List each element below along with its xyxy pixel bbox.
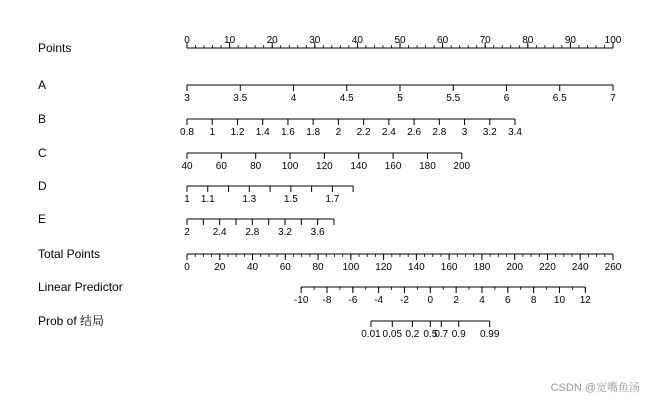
tick-label: 2.2 bbox=[356, 127, 371, 138]
row-label: C bbox=[38, 146, 47, 160]
tick-label: 0.7 bbox=[434, 329, 449, 340]
tick-label: -4 bbox=[374, 295, 384, 306]
row-label: B bbox=[38, 112, 47, 126]
tick-label: 120 bbox=[375, 262, 392, 273]
tick-label: 2.8 bbox=[432, 127, 447, 138]
row-label: E bbox=[38, 212, 47, 226]
tick-label: 40 bbox=[181, 161, 193, 172]
tick-label: 100 bbox=[342, 262, 360, 273]
tick-label: 1 bbox=[209, 127, 216, 138]
tick-label: 3.6 bbox=[310, 227, 325, 238]
tick-label: -2 bbox=[400, 295, 409, 306]
row-points bbox=[38, 35, 622, 55]
tick-label: 160 bbox=[440, 262, 458, 273]
tick-label: 50 bbox=[394, 35, 406, 46]
tick-label: 0.01 bbox=[361, 329, 381, 340]
row-label: D bbox=[38, 179, 47, 193]
tick-label: 1 bbox=[184, 194, 190, 205]
tick-label: 80 bbox=[250, 161, 262, 172]
tick-label: 40 bbox=[351, 35, 363, 46]
tick-label: 3.5 bbox=[233, 93, 248, 104]
tick-label: 80 bbox=[522, 35, 534, 46]
tick-label: 40 bbox=[246, 262, 259, 273]
row-d bbox=[38, 179, 353, 205]
row-prob-of bbox=[38, 313, 500, 340]
row-label: Prob of 结局 bbox=[38, 314, 105, 328]
tick-label: -10 bbox=[293, 295, 309, 306]
tick-label: 60 bbox=[279, 262, 291, 273]
tick-label: 140 bbox=[350, 161, 368, 172]
nomogram-rows bbox=[38, 35, 622, 340]
tick-label: 12 bbox=[579, 295, 591, 306]
tick-label: 20 bbox=[266, 35, 278, 46]
tick-label: 10 bbox=[224, 35, 236, 46]
row-c bbox=[38, 146, 471, 172]
tick-label: 3 bbox=[184, 93, 190, 104]
tick-label: 3 bbox=[461, 127, 468, 138]
tick-label: 1.4 bbox=[255, 127, 270, 138]
row-linear-predictor bbox=[38, 280, 591, 306]
tick-label: 1.7 bbox=[325, 194, 340, 205]
watermark: CSDN @宽嘴鱼汤 bbox=[550, 382, 640, 394]
tick-label: 0.99 bbox=[479, 329, 500, 340]
tick-label: 5.5 bbox=[446, 93, 461, 104]
tick-label: 140 bbox=[408, 262, 425, 273]
row-label: A bbox=[38, 78, 47, 92]
tick-label: 260 bbox=[604, 262, 622, 273]
tick-label: 100 bbox=[281, 161, 299, 172]
tick-label: 4 bbox=[479, 295, 485, 306]
tick-label: 80 bbox=[312, 262, 324, 273]
tick-label: 0 bbox=[184, 262, 190, 273]
tick-label: 4 bbox=[290, 93, 297, 104]
tick-label: 1.1 bbox=[200, 194, 215, 205]
tick-label: 2.4 bbox=[212, 227, 227, 238]
tick-label: 6 bbox=[503, 93, 510, 104]
row-label: Total Points bbox=[38, 247, 101, 261]
tick-label: 0.9 bbox=[451, 329, 466, 340]
tick-label: 1.2 bbox=[230, 127, 245, 138]
tick-label: 2.8 bbox=[245, 227, 260, 238]
tick-label: 0 bbox=[427, 295, 434, 306]
tick-label: 100 bbox=[604, 35, 622, 46]
tick-label: 8 bbox=[530, 295, 537, 306]
tick-label: 200 bbox=[453, 161, 471, 172]
tick-label: 0.05 bbox=[382, 329, 403, 340]
tick-label: 6.5 bbox=[552, 93, 567, 104]
tick-label: 4.5 bbox=[339, 93, 354, 104]
tick-label: 180 bbox=[419, 161, 436, 172]
tick-label: -8 bbox=[322, 295, 332, 306]
tick-label: -6 bbox=[348, 295, 358, 306]
tick-label: 240 bbox=[571, 262, 589, 273]
tick-label: 2 bbox=[453, 295, 459, 306]
tick-label: 1.8 bbox=[306, 127, 321, 138]
row-e bbox=[38, 212, 334, 238]
tick-label: 120 bbox=[316, 161, 333, 172]
tick-label: 2 bbox=[335, 127, 342, 138]
tick-label: 6 bbox=[505, 295, 511, 306]
row-label: Linear Predictor bbox=[38, 280, 123, 294]
tick-label: 7 bbox=[610, 93, 616, 104]
tick-label: 160 bbox=[384, 161, 402, 172]
tick-label: 2.4 bbox=[381, 127, 396, 138]
tick-label: 0 bbox=[184, 35, 190, 46]
tick-label: 3.2 bbox=[482, 127, 497, 138]
row-label: Points bbox=[38, 41, 72, 55]
tick-label: 3.2 bbox=[278, 227, 292, 238]
tick-label: 60 bbox=[215, 161, 227, 172]
tick-label: 10 bbox=[553, 295, 566, 306]
tick-label: 90 bbox=[564, 35, 576, 46]
tick-label: 220 bbox=[539, 262, 556, 273]
tick-label: 200 bbox=[506, 262, 524, 273]
tick-label: 2 bbox=[184, 227, 190, 238]
row-a bbox=[38, 78, 616, 104]
tick-label: 20 bbox=[214, 262, 226, 273]
tick-label: 30 bbox=[309, 35, 321, 46]
tick-label: 60 bbox=[437, 35, 449, 46]
tick-label: 0.2 bbox=[405, 329, 420, 340]
tick-label: 1.3 bbox=[242, 194, 257, 205]
tick-label: 3.4 bbox=[508, 127, 522, 138]
tick-label: 2.6 bbox=[407, 127, 422, 138]
tick-label: 0.5 bbox=[423, 329, 438, 340]
tick-label: 70 bbox=[479, 35, 491, 46]
tick-label: 180 bbox=[473, 262, 491, 273]
tick-label: 1.6 bbox=[280, 127, 295, 138]
tick-label: 0.8 bbox=[180, 127, 194, 138]
row-b bbox=[38, 112, 522, 138]
row-total-points bbox=[38, 247, 622, 273]
tick-label: 1.5 bbox=[283, 194, 298, 205]
tick-label: 5 bbox=[397, 93, 403, 104]
